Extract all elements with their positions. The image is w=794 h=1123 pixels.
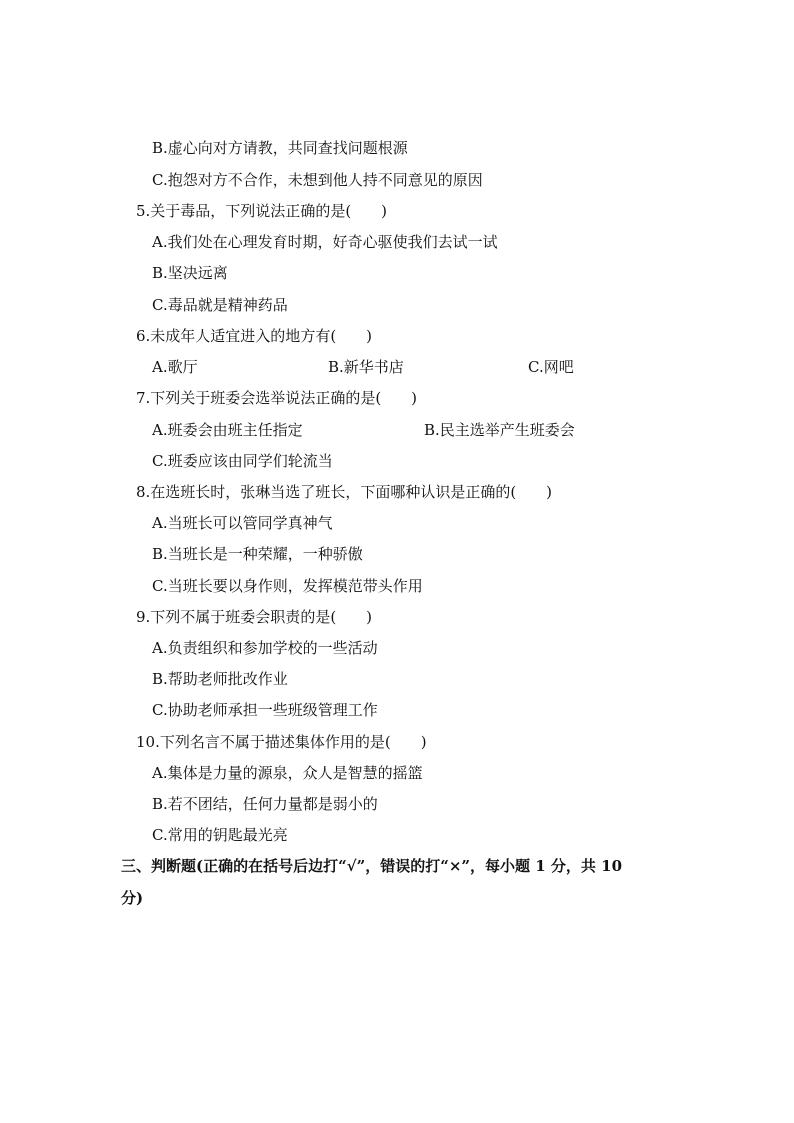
section-3-heading-cont: 分) [121, 889, 144, 907]
question-9: 9.下列不属于班委会职责的是( ) [136, 608, 373, 626]
q5-option-a: A.我们处在心理发育时期，好奇心驱使我们去试一试 [152, 233, 498, 251]
question-5: 5.关于毒品，下列说法正确的是( ) [136, 202, 388, 220]
q9-option-c: C.协助老师承担一些班级管理工作 [152, 701, 378, 719]
q4-option-c: C.抱怨对方不合作，未想到他人持不同意见的原因 [152, 171, 483, 189]
q5-option-b: B.坚决远离 [152, 264, 228, 282]
q10-option-c: C.常用的钥匙最光亮 [152, 826, 288, 844]
section-3-heading: 三、判断题(正确的在括号后边打“√”，错误的打“×”，每小题 1 分，共 10 [121, 857, 623, 875]
q9-option-a: A.负责组织和参加学校的一些活动 [152, 639, 378, 657]
q10-option-b: B.若不团结，任何力量都是弱小的 [152, 795, 378, 813]
q7-option-a: A.班委会由班主任指定 [152, 421, 303, 439]
q6-option-a: A.歌厅 [152, 358, 198, 376]
q5-option-c: C.毒品就是精神药品 [152, 296, 288, 314]
q8-option-a: A.当班长可以管同学真神气 [152, 514, 333, 532]
question-7: 7.下列关于班委会选举说法正确的是( ) [136, 389, 418, 407]
question-6: 6.未成年人适宜进入的地方有( ) [136, 327, 373, 345]
q10-option-a: A.集体是力量的源泉，众人是智慧的摇篮 [152, 764, 423, 782]
q6-option-c: C.网吧 [528, 358, 574, 376]
q8-option-c: C.当班长要以身作则，发挥模范带头作用 [152, 577, 423, 595]
q7-option-b: B.民主选举产生班委会 [424, 421, 575, 439]
question-10: 10.下列名言不属于描述集体作用的是( ) [136, 733, 427, 751]
q8-option-b: B.当班长是一种荣耀，一种骄傲 [152, 545, 363, 563]
q4-option-b: B.虚心向对方请教，共同查找问题根源 [152, 139, 408, 157]
q6-option-b: B.新华书店 [328, 358, 404, 376]
q7-option-c: C.班委应该由同学们轮流当 [152, 452, 333, 470]
question-8: 8.在选班长时，张琳当选了班长，下面哪种认识是正确的( ) [136, 483, 553, 501]
q9-option-b: B.帮助老师批改作业 [152, 670, 288, 688]
